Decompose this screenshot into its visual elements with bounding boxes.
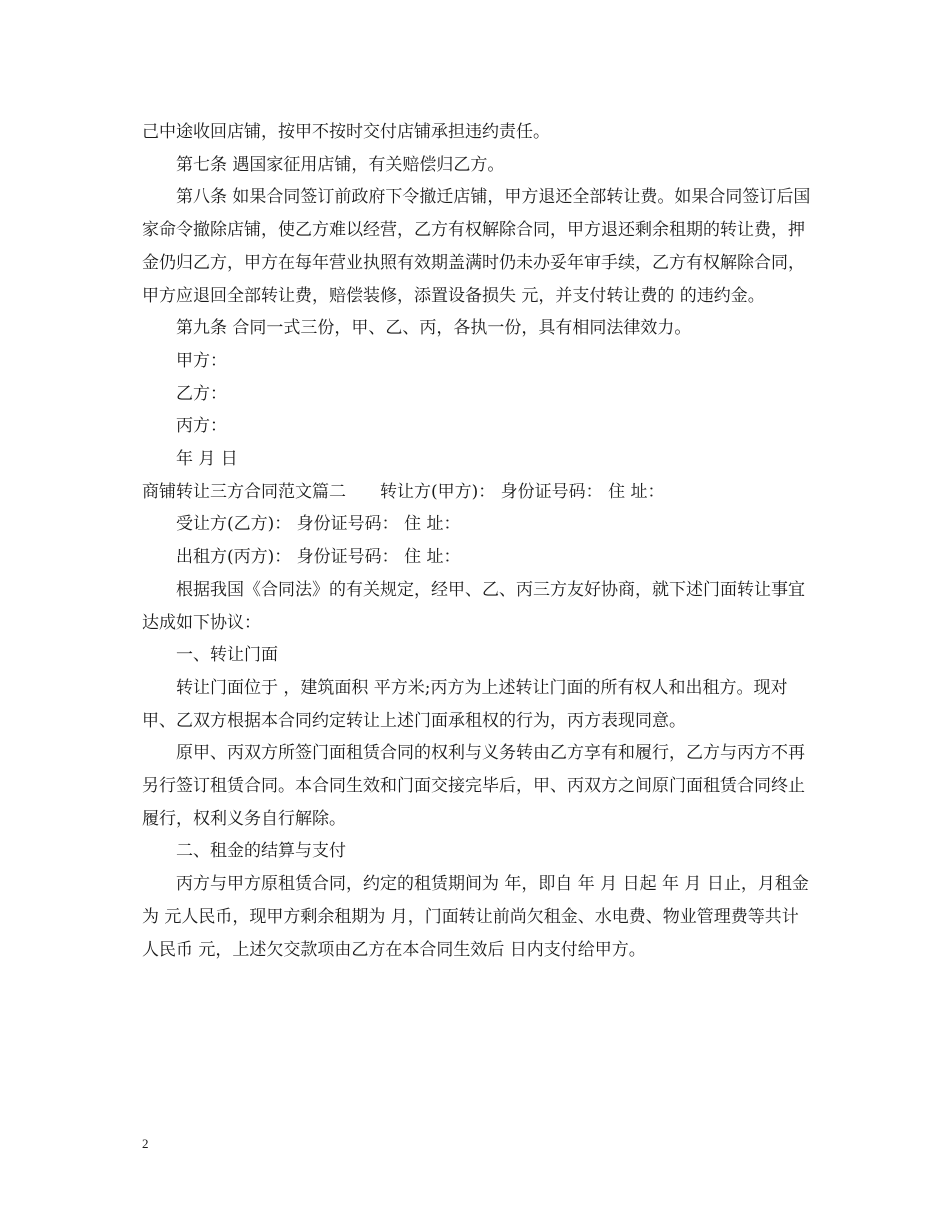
rights-obligations-paragraph: 原甲、丙双方所签门面租赁合同的权利与义务转由乙方享有和履行，乙方与丙方不再另行签订租赁合同。本合同生效和门面交接完毕后，甲、丙双方之间原门面租赁合同终止履行，权利义务自行解除。 [142,743,805,829]
signature-party-c: 丙方： [176,416,227,437]
page-number: 2 [142,1136,149,1151]
document-body [142,116,814,966]
article-9: 第九条 合同一式三份，甲、乙、丙，各执一份，具有相同法律效力。 [176,318,692,339]
transferee-line: 受让方(乙方)： 身份证号码： 住 址： [176,514,461,535]
lessor-line: 出租方(丙方)： 身份证号码： 住 址： [176,547,461,568]
heading-transfer-storefront: 一、转让门面 [176,645,278,666]
article-7: 第七条 遇国家征用店铺，有关赔偿归乙方。 [176,154,505,175]
paragraph-continuation: 己中途收回店铺，按甲不按时交付店铺承担违约责任。 [142,122,550,142]
article-8: 第八条 如果合同签订前政府下令撤迁店铺，甲方退还全部转让费。如果合同签订后国家命令撤除店铺，使乙方难以经营，乙方有权解除合同，甲方退还剩余租期的转让费，押金仍归乙方，甲方在每年营业执照有效期盖满时仍未办妥年审手续，乙方有权解除合同，甲方应退回全部转让费，赔偿装修，添置设备损失 元，并支付转让费的 的违约金。 [142,187,811,306]
signature-party-a: 甲方： [176,350,227,371]
preamble-paragraph: 根据我国《合同法》的有关规定，经甲、乙、丙三方友好协商，就下述门面转让事宜达成如下协议： [142,579,805,633]
heading-rent-settlement: 二、租金的结算与支付 [176,841,346,862]
signature-date: 年 月 日 [176,449,238,470]
section-title-part-two: 商铺转让三方合同范文篇二 转让方(甲方)： 身份证号码： 住 址： [142,481,665,502]
rent-settlement-paragraph: 丙方与甲方原租赁合同，约定的租赁期间为 年，即自 年 月 日起 年 月 日止，月租金为 元人民币，现甲方剩余租期为 月，门面转让前尚欠租金、水电费、物业管理费等共计人民币 元，上述欠交款项由乙方在本合同生效后 日内支付给甲方。 [142,874,809,960]
signature-party-b: 乙方： [176,383,227,404]
storefront-location-paragraph: 转让门面位于 ，建筑面积 平方米;丙方为上述转让门面的所有权人和出租方。现对甲、乙双方根据本合同约定转让上述门面承租权的行为，丙方表现同意。 [142,677,788,731]
